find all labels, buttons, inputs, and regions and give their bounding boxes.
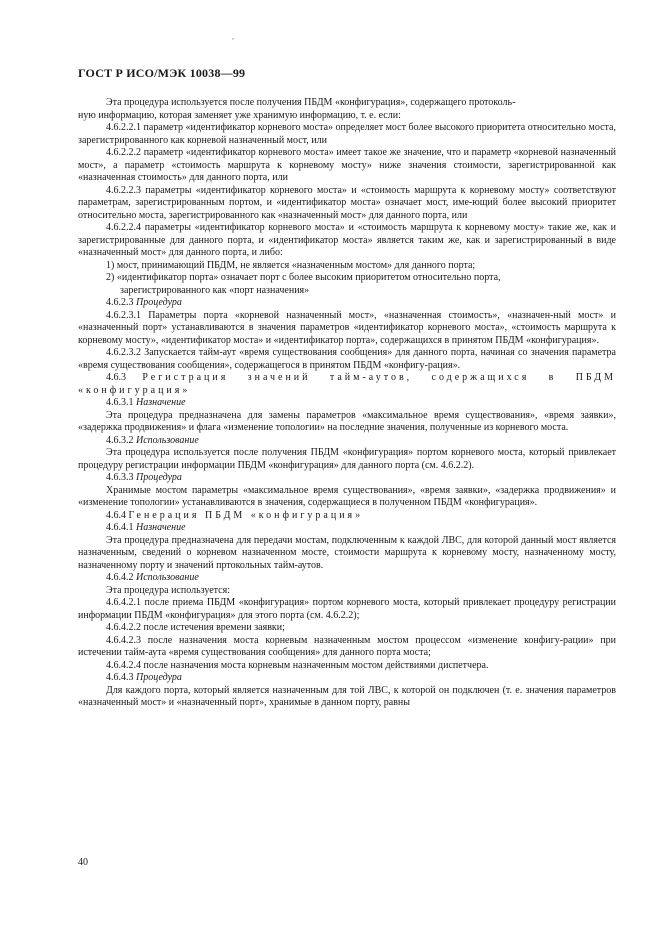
section-heading xyxy=(78,472,616,485)
page-header: ГОСТ Р ИСО/МЭК 10038—99 xyxy=(78,66,246,80)
section-number: 4.6.4.3 xyxy=(106,672,134,683)
section-number: 4.6.3 xyxy=(106,372,126,383)
section-title: Использование xyxy=(136,572,199,583)
paragraph: 4.6.2.2.2 параметр «идентификатор корневого моста» имеет такое же значение, что и параметр «корневой назначенный мост», а параметр «стоимость маршрута к корневому мосту» ниже значения стоимости, зарегистрированной как «назначенная стоимость» для данного порта, или xyxy=(78,147,616,183)
stray-mark: , xyxy=(232,32,234,41)
list-item-continuation: зарегистрированного как «порт назначения» xyxy=(120,284,310,296)
paragraph: 4.6.2.2.1 параметр «идентификатор корневого моста» определяет мост более высокого приоритета относительно моста, зарегистрированного как корневой назначенный мост, или xyxy=(78,122,616,146)
paragraph: ную информацию, которая заменяет уже хранимую информацию, т. е. если: xyxy=(78,109,401,121)
paragraph: Эта процедура предназначена для передачи мостам, подключенным к каждой ЛВС, для которой данный мост является назначенным, сведений о корневом назначенном мосте, стоимости маршрута к корневому мосту, назначенному мосту, назначенному порту и значений пртокольных тайм-аутов. xyxy=(78,534,616,571)
page-number: 40 xyxy=(78,857,88,868)
paragraph: 4.6.4.2.4 после назначения моста корневым назначенным мостом действиями диспетчера. xyxy=(106,659,489,671)
section-title: Регистрация значений тайм-аутов, содержащихся в ПБДМ «конфигурация» xyxy=(78,372,616,396)
section-number: 4.6.3.3 xyxy=(106,472,134,483)
section-number: 4.6.3.1 xyxy=(106,397,134,408)
section-heading xyxy=(78,572,616,585)
condition-list xyxy=(78,260,616,298)
section-number: 4.6.4.1 xyxy=(106,522,134,533)
section-title: Назначение xyxy=(136,397,186,408)
paragraph: Хранимые мостом параметры «максимальное время существования», «время заявки», «задержка продвижения» и «изменение топологии» устанавливаются в значения, содержащиеся в полученном ПБДМ «конфигурация». xyxy=(78,484,616,508)
paragraph: 4.6.2.3.1 Параметры порта «корневой назначенный мост», «назначенная стоимость», «назначен-ный мост» и «назначенный порт» устанавливаются в значения параметров «идентификатор корневого моста», «стоимость маршрута к корневому мосту», «идентификатор моста» и «идентификатор порта», содержащихся в принятом ПБДМ «конфигурация». xyxy=(78,309,616,346)
section-heading xyxy=(78,435,616,448)
paragraph: Эта процедура используется после получения ПБДМ «конфигурация» портом корневого моста, который привлекает процедуру регистрации информации ПБДМ «конфигурация» для данного порта (см. 4.6.2.2). xyxy=(78,447,616,471)
section-title: Назначение xyxy=(136,522,186,533)
paragraph: 4.6.4.2.2 после истечения времени заявки; xyxy=(106,622,285,633)
list-item: 2) «идентификатор порта» означает порт с более высоким приоритетом относительно порта, xyxy=(106,272,501,283)
document-page xyxy=(78,66,616,710)
section-number: 4.6.4.2 xyxy=(106,572,134,583)
paragraph: 4.6.2.2.4 параметры «идентификатор корневого моста» и «стоимость маршрута к корневому мосту» такие же, как и зарегистрированные для данного порта, и «идентификатор моста» является таким же, как и зарегистрированный в виде «назначенный мост» для данного порта, и либо: xyxy=(78,222,616,258)
section-heading xyxy=(78,672,616,685)
section-number: 4.6.2.3 xyxy=(106,297,134,308)
section-number: 4.6.3.2 xyxy=(106,434,134,446)
section-heading xyxy=(78,297,616,310)
section-title: Генерация ПБДМ «конфигурация» xyxy=(128,509,364,521)
paragraph: 4.6.4.2.1 после приема ПБДМ «конфигурация» портом корневого моста, который привлекает процедуру регистрации информации ПБДМ «конфигурация» для этого порта (см. 4.6.2.2); xyxy=(78,597,616,621)
section-title: Процедура xyxy=(136,672,182,683)
section-title: Процедура xyxy=(136,297,182,308)
paragraph: Эта процедура используется после получения ПБДМ «конфигурация», содержащего протоколь- xyxy=(106,97,516,108)
section-heading xyxy=(78,397,616,410)
list-item: 1) мост, принимающий ПБДМ, не является «назначенным мостом» для данного порта; xyxy=(106,259,476,271)
paragraph: 4.6.2.2.3 параметры «идентификатор корневого моста» и «стоимость маршрута к корневому мосту» соответствуют параметрам, зарегистрированным портом, и «идентификатор моста» означает мост, име-ющий более высокий приоритет относительно моста, зарегистрированного как «назначенный мост» для данного порта, или xyxy=(78,184,616,221)
section-title: Использование xyxy=(136,434,199,446)
document-body xyxy=(78,97,616,710)
paragraph: Для каждого порта, который является назначенным для той ЛВС, к которой он подключен (т. е. значения параметров «назначенный мост» и «назначенный порт», хранимые в данном порту, равны xyxy=(78,684,616,708)
paragraph: 4.6.2.3.2 Запускается тайм-аут «время существования сообщения» для данного порта, начиная со значения параметра «время существования сообщения», содержащегося в принятом ПБДМ «конфигу-рация». xyxy=(78,347,616,371)
section-number: 4.6.4 xyxy=(106,509,126,521)
paragraph: Эта процедура предназначена для замены параметров «максимальное время существования», «время заявки», «задержка продвижения» и флага «изменение топологии» на последние значения, полученные из корневого моста. xyxy=(78,409,616,433)
section-heading xyxy=(78,510,616,523)
section-heading xyxy=(78,372,616,397)
section-title: Процедура xyxy=(136,472,182,483)
paragraph: 4.6.4.2.3 после назначения моста корневым назначенным мостом процессом «изменение конфигу-рации» при истечении тайм-аута «время существования сообщения» для данного порта моста; xyxy=(78,634,616,658)
paragraph: Эта процедура используется: xyxy=(106,584,230,596)
section-heading xyxy=(78,522,616,535)
